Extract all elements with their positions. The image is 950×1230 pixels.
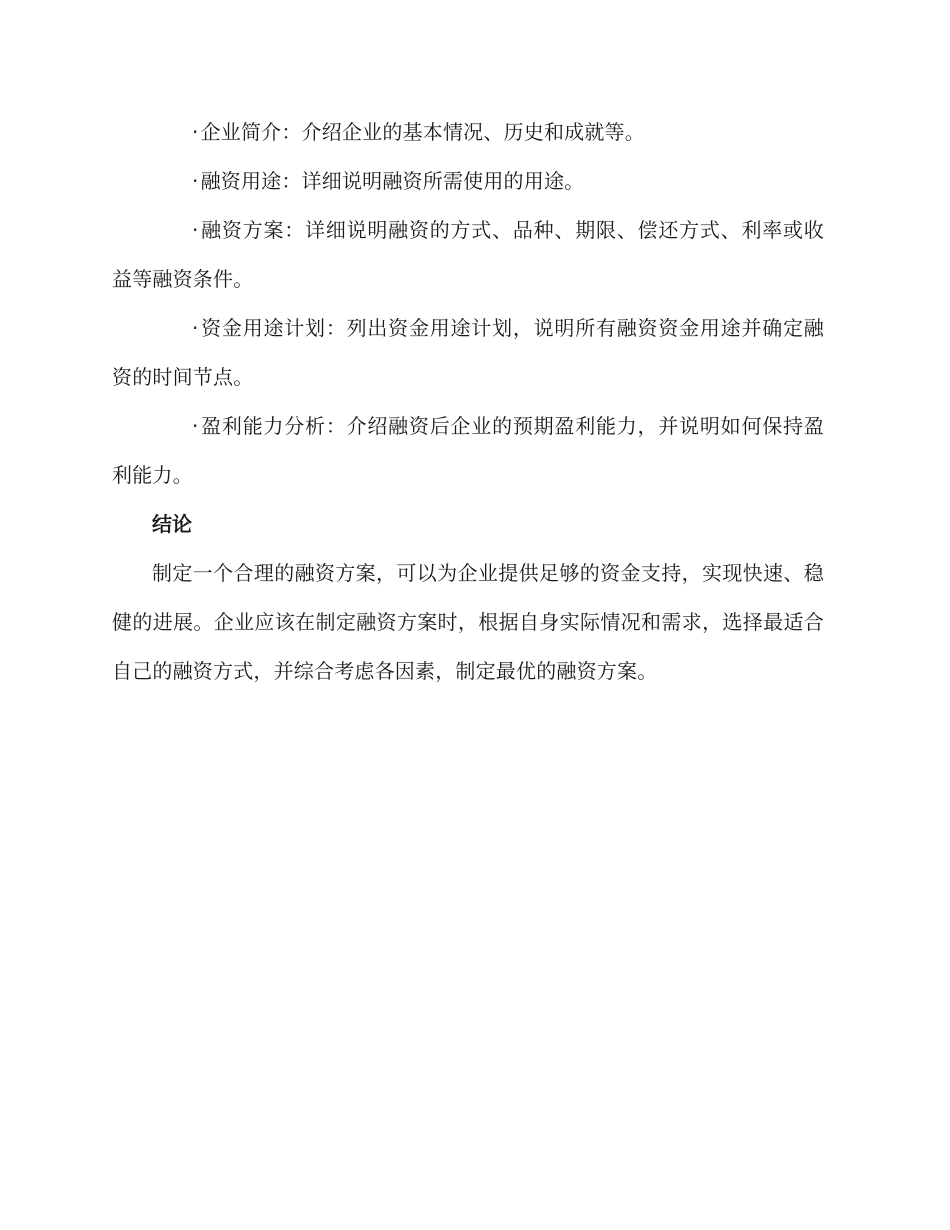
bullet-marker: · — [192, 218, 199, 242]
bullet-text: 融资方案：详细说明融资的方式、品种、期限、偿还方式、利率或收益等融资条件。 — [112, 218, 824, 291]
bullet-text: 资金用途计划：列出资金用途计划，说明所有融资资金用途并确定融资的时间节点。 — [112, 316, 824, 389]
bullet-marker: · — [192, 414, 199, 438]
bullet-marker: · — [192, 120, 199, 144]
document-content — [112, 108, 824, 696]
bullet-text: 融资用途：详细说明融资所需使用的用途。 — [200, 169, 585, 193]
conclusion-paragraph: 制定一个合理的融资方案，可以为企业提供足够的资金支持，实现快速、稳健的进展。企业应该在制定融资方案时，根据自身实际情况和需求，选择最适合自己的融资方式，并综合考虑各因素，制定最优的融资方案。 — [112, 561, 824, 683]
bullet-item-fund-plan — [112, 304, 824, 402]
bullet-text: 盈利能力分析：介绍融资后企业的预期盈利能力，并说明如何保持盈利能力。 — [112, 414, 824, 487]
bullet-marker: · — [192, 169, 199, 193]
bullet-text: 企业简介：介绍企业的基本情况、历史和成就等。 — [200, 120, 645, 144]
conclusion-heading: 结论 — [152, 512, 192, 536]
bullet-item-profitability — [112, 402, 824, 500]
bullet-item-financing-use — [112, 157, 824, 206]
bullet-item-financing-plan — [112, 206, 824, 304]
bullet-item-company-intro — [112, 108, 824, 157]
bullet-marker: · — [192, 316, 199, 340]
